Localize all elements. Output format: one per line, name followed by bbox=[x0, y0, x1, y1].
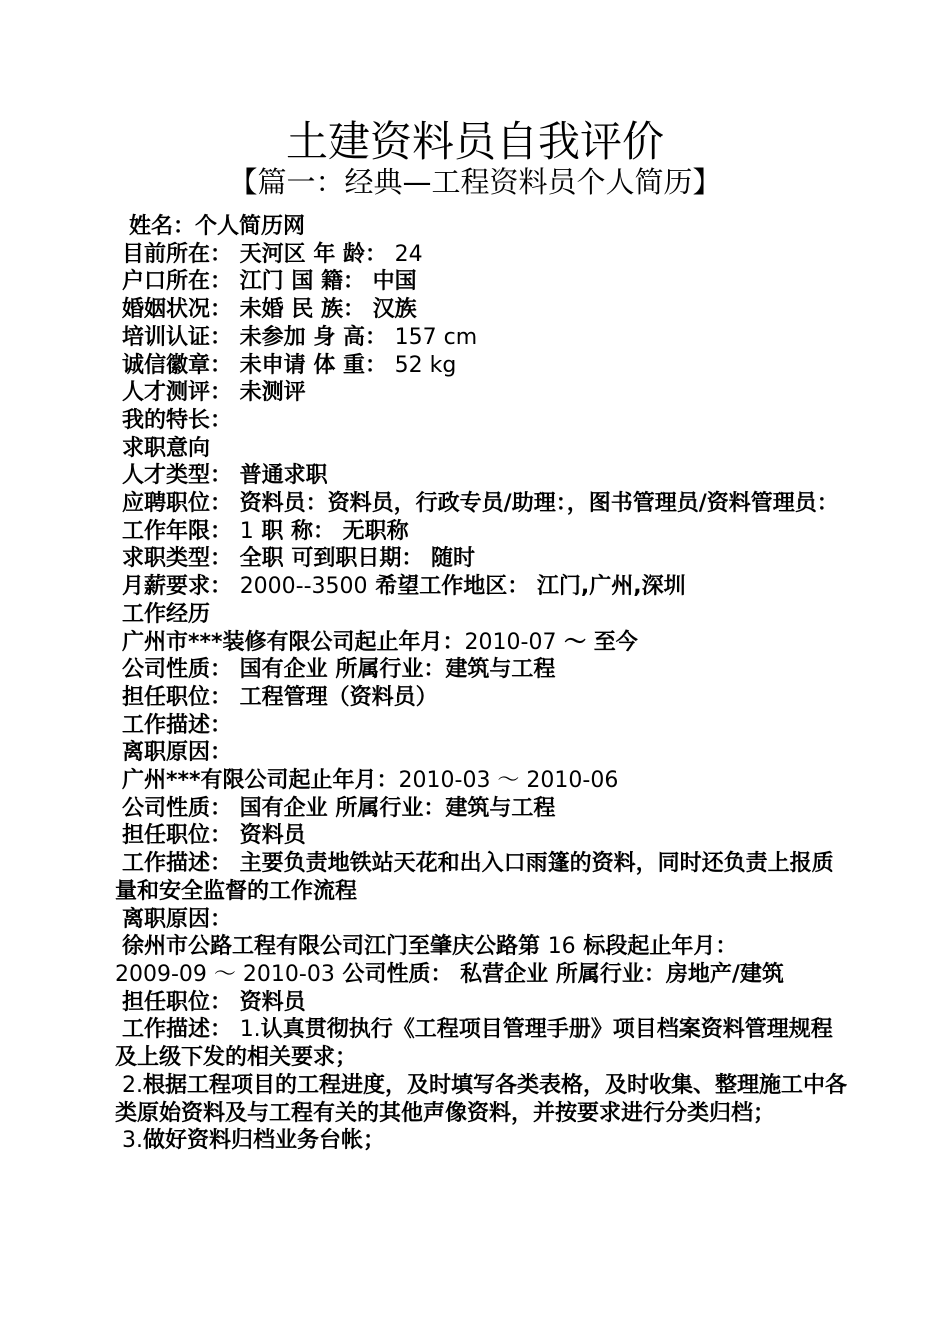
intent-heading: 求职意向 bbox=[122, 435, 211, 461]
name-line: 姓名：个人简历网 bbox=[129, 214, 306, 239]
job2-nature-line: 公司性质： 国有企业 所属行业：建筑与工程 bbox=[122, 795, 556, 821]
specialty-line: 我的特长： bbox=[122, 407, 233, 433]
job2-company-line: 广州***有限公司起止年月：2010-03 ～ 2010-06 bbox=[122, 768, 619, 794]
job1-company-line: 广州市***装修有限公司起止年月：2010-07 ～ 至今 bbox=[122, 629, 638, 655]
job3-role-line: 担任职位： 资料员 bbox=[122, 989, 306, 1015]
salary-line: 月薪要求： 2000--3500 希望工作地区： 江门,广州,深圳 bbox=[122, 574, 686, 600]
job1-leave-line: 离职原因： bbox=[122, 740, 233, 766]
height-value: 157 cm bbox=[394, 324, 478, 350]
job3-item2-line: 2.根据工程项目的工程进度，及时填写各类表格，及时收集、整理施工中各类原始资料及与工程有关的其他声像资料，并按要求进行分类归档； bbox=[115, 1072, 848, 1126]
years-line: 工作年限： 1 职 称： 无职称 bbox=[122, 518, 409, 544]
job1-desc-line: 工作描述： bbox=[122, 712, 233, 738]
job1-nature-line: 公司性质： 国有企业 所属行业：建筑与工程 bbox=[122, 657, 556, 683]
job3-item3-line: 3.做好资料归档业务台帐； bbox=[122, 1128, 386, 1154]
credit-line: 诚信徽章： 未申请 体 重： 52 kg bbox=[122, 352, 457, 378]
job-type-line: 求职类型： 全职 可到职日期： 随时 bbox=[122, 546, 475, 572]
job2-role-line: 担任职位： 资料员 bbox=[122, 823, 306, 849]
job3-company-line: 徐州市公路工程有限公司江门至肇庆公路第 16 标段起止年月： bbox=[122, 934, 738, 960]
position-line: 应聘职位： 资料员：资料员，行政专员/助理：，图书管理员/资料管理员： bbox=[122, 491, 839, 517]
job3-desc-line: 工作描述： 1.认真贯彻执行《工程项目管理手册》项目档案资料管理规程及上级下发的相关要求； bbox=[115, 1017, 833, 1071]
document-title: 土建资料员自我评价 bbox=[285, 117, 664, 166]
job2-desc-line: 工作描述： 主要负责地铁站天花和出入口雨篷的资料，同时还负责上报质量和安全监督的工作流程 bbox=[115, 851, 834, 904]
resume-body bbox=[115, 213, 850, 1155]
assessment-line: 人才测评： 未测评 bbox=[122, 380, 306, 406]
age-value: 24 bbox=[394, 241, 423, 267]
training-line: 培训认证： 未参加 身 高： 157 cm bbox=[122, 324, 478, 350]
document-subtitle: 【篇一：经典—工程资料员个人简历】 bbox=[228, 165, 722, 199]
job3-period-line: 2009-09 ～ 2010-03 公司性质： 私营企业 所属行业：房地产/建筑 bbox=[115, 961, 784, 987]
weight-value: 52 kg bbox=[394, 352, 457, 378]
marriage-line: 婚姻状况： 未婚 民 族： 汉族 bbox=[122, 297, 417, 323]
hukou-line: 户口所在： 江门 国 籍： 中国 bbox=[122, 269, 417, 295]
talent-type-line: 人才类型： 普通求职 bbox=[122, 463, 328, 489]
experience-heading: 工作经历 bbox=[122, 601, 211, 627]
location-line: 目前所在： 天河区 年 龄： 24 bbox=[122, 241, 423, 267]
job1-role-line: 担任职位： 工程管理（资料员） bbox=[122, 684, 438, 710]
job2-leave-line: 离职原因： bbox=[122, 906, 233, 932]
